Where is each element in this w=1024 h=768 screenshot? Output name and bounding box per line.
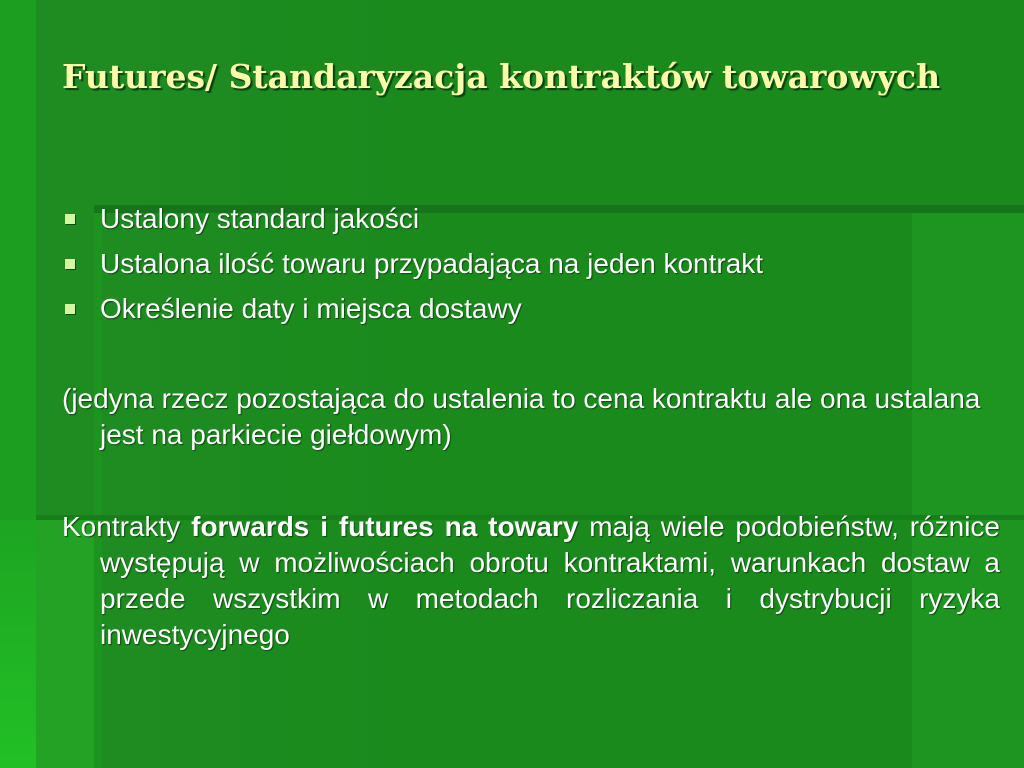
square-bullet-icon (65, 304, 75, 314)
square-bullet-icon (65, 214, 75, 224)
note-paragraph: (jedyna rzecz pozostająca do ustalenia to cena kontraktu ale ona ustalana jest na parkiecie giełdowym) (62, 383, 981, 450)
bullet-text: Ustalony standard jakości (100, 203, 420, 234)
paragraph-intro: Kontrakty (62, 511, 192, 542)
bullet-item (62, 246, 763, 291)
square-bullet-icon (65, 259, 75, 269)
paragraph-emphasis: forwards i futures na towary (191, 511, 579, 542)
slide-title: Futures/ Standaryzacja kontraktów towarowych (62, 57, 941, 96)
bullet-list (62, 201, 763, 336)
bullet-text: Ustalona ilość towaru przypadająca na jeden kontrakt (100, 248, 764, 279)
background-band-left-lower (0, 520, 36, 768)
bullet-item (62, 291, 763, 336)
background-band-right (912, 205, 1024, 768)
body-paragraph (62, 509, 1000, 653)
bullet-item (62, 201, 763, 246)
bullet-text: Określenie daty i miejsca dostawy (100, 293, 522, 324)
paragraph-rest: mają wiele podobieństw, różnice występują w możliwościach obrotu kontraktami, warunkach dostaw a przede wszystkim w metodach rozliczania i dystrybucji ryzyka inwestycyjnego (100, 511, 1000, 650)
